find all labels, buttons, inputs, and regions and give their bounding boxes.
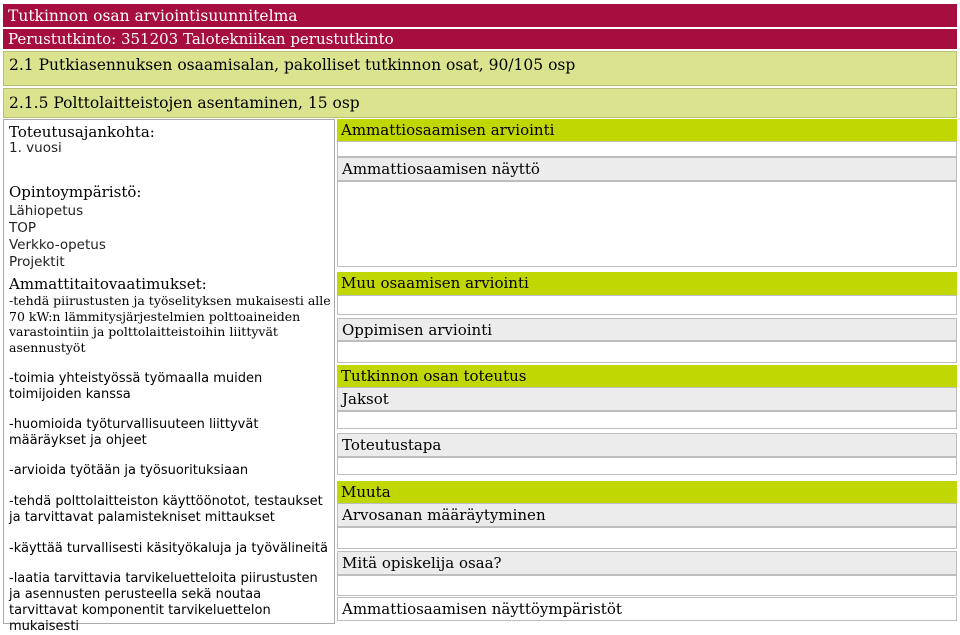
requirement-item: -laatia tarvittavia tarvikeluetteloita piirustusten ja asennusten perusteella sekä noutaa tarvittavat komponentit tarvikeluettelon mukaisesti [9,571,318,634]
toteutustapa-field [337,457,957,475]
arvosanan-maaraytyminen-field [337,527,957,549]
timing-value: 1. vuosi [9,140,62,156]
toteutustapa-label: Toteutustapa [337,433,957,457]
requirements-label: Ammattitaitovaatimukset: [9,275,207,293]
timing-label: Toteutusajankohta: [9,123,155,141]
environment-item: Verkko-opetus [9,237,106,253]
mita-opiskelija-osaa-label: Mitä opiskelija osaa? [337,551,957,575]
mita-opiskelija-osaa-field [337,575,957,596]
ammattiosaamisen-naytto-label: Ammattiosaamisen näyttö [337,157,957,181]
muuta-header: Muuta [337,481,957,503]
arvosanan-maaraytyminen-label: Arvosanan määräytyminen [337,503,957,527]
requirement-item: -käyttää turvallisesti käsityökaluja ja työvälineitä [9,541,328,556]
environment-label: Opintoympäristö: [9,183,142,201]
left-panel [3,119,335,634]
muu-osaamisen-arviointi-field [337,295,957,315]
qualification-title: Perustutkinto: 351203 Talotekniikan perustutkinto [3,29,957,49]
requirement-item: -arvioida työtään ja työsuorituksiaan [9,463,249,478]
muu-osaamisen-arviointi-header: Muu osaamisen arviointi [337,272,957,295]
environment-item: TOP [9,220,37,236]
unit-title: 2.1.5 Polttolaitteistojen asentaminen, 15 osp [3,88,957,118]
oppimisen-arviointi-label: Oppimisen arviointi [337,318,957,341]
requirement-item: -tehdä piirustusten ja työselityksen mukaisesti alle 70 kW:n lämmitysjärjestelmien polttoaineiden varastointiin ja polttolaitteistoihin liittyvät asennustyöt [9,293,331,355]
naytto-ymparistot-label: Ammattiosaamisen näyttöympäristöt [337,597,957,621]
requirement-item: -tehdä polttolaitteiston käyttöönotot, testaukset ja tarvittavat palamistekniset mittaukset [9,494,323,525]
section-title: 2.1 Putkiasennuksen osaamisalan, pakolliset tutkinnon osat, 90/105 osp [3,51,957,86]
jaksot-label: Jaksot [337,387,957,411]
ammattiosaamisen-arviointi-header: Ammattiosaamisen arviointi [337,119,957,141]
oppimisen-arviointi-field [337,341,957,363]
environment-item: Projektit [9,254,65,270]
tutkinnon-osan-toteutus-header: Tutkinnon osan toteutus [337,365,957,387]
requirement-item: -toimia yhteistyössä työmaalla muiden toimijoiden kanssa [9,371,263,402]
requirement-item: -huomioida työturvallisuuteen liittyvät määräykset ja ohjeet [9,417,259,448]
environment-item: Lähiopetus [9,203,84,219]
ammattiosaamisen-naytto-field [337,181,957,267]
page-title: Tutkinnon osan arviointisuunnitelma [3,4,957,28]
ammattiosaamisen-arviointi-field [337,141,957,157]
jaksot-field [337,411,957,429]
